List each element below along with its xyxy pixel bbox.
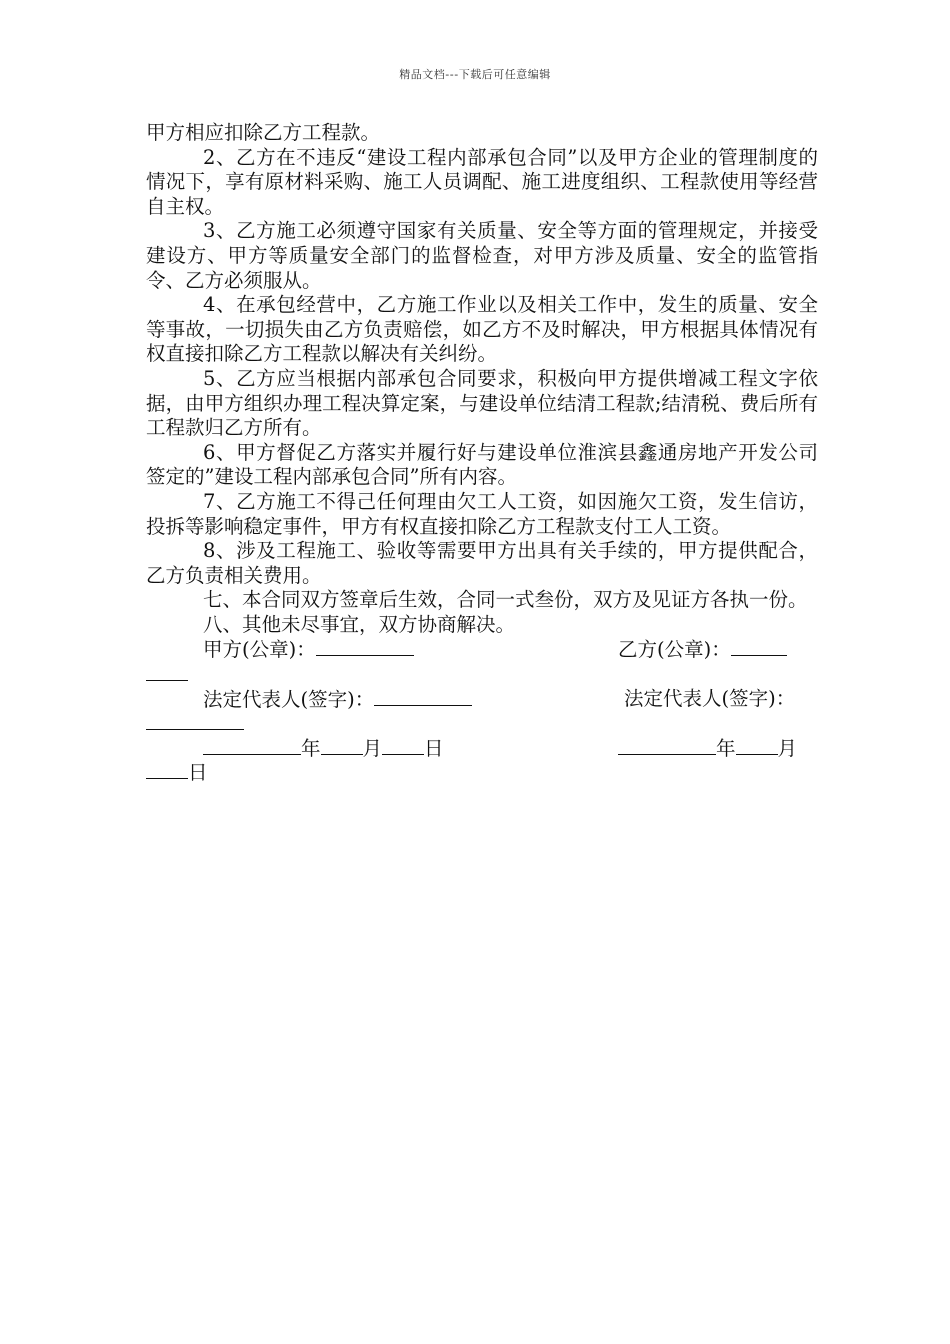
party-b-seal xyxy=(618,637,787,663)
date-line-wrap xyxy=(146,760,818,785)
date-a-year-blank xyxy=(203,736,301,755)
page-header: 精品文档---下载后可任意编辑 xyxy=(399,68,551,81)
date-line xyxy=(146,736,818,761)
party-b-seal-blank-cont xyxy=(146,662,188,681)
paragraph-clause-6: 6、甲方督促乙方落实并履行好与建设单位淮滨县鑫通房地产开发公司签定的”建设工程内部承包合同”所有内容。 xyxy=(146,440,818,489)
date-b-day-blank xyxy=(146,760,188,779)
contract-body xyxy=(146,121,818,785)
date-a-month-label: 月 xyxy=(362,736,383,760)
representative-line-wrap xyxy=(146,711,818,736)
paragraph-clause-4: 4、在承包经营中，乙方施工作业以及相关工作中，发生的质量、安全等事故，一切损失由乙方负责赔偿，如乙方不及时解决，甲方根据具体情况有权直接扣除乙方工程款以解决有关纠纷。 xyxy=(146,293,818,366)
party-b-seal-label: 乙方(公章)： xyxy=(618,638,731,662)
date-b-day-label: 日 xyxy=(188,761,208,785)
paragraph-clause-7: 7、乙方施工不得己任何理由欠工人工资，如因施欠工资，发生信访，投拆等影响稳定事件，甲方有权直接扣除乙方工程款支付工人工资。 xyxy=(146,489,818,538)
paragraph-section-8: 八、其他未尽事宜，双方协商解决。 xyxy=(203,612,516,636)
date-b-month-blank xyxy=(736,736,778,755)
date-b-month-label: 月 xyxy=(777,736,798,760)
rep-b xyxy=(624,687,795,712)
paragraph-clause-3: 3、乙方施工必须遵守国家有关质量、安全等方面的管理规定，并接受建设方、甲方等质量安全部门的监督检查，对甲方涉及质量、安全的监管指令、乙方必须服从。 xyxy=(146,219,818,292)
rep-a-blank xyxy=(374,687,472,706)
rep-b-blank xyxy=(146,711,244,730)
party-b-seal-blank xyxy=(731,637,787,656)
seal-line-wrap xyxy=(146,662,818,687)
party-a-seal-blank xyxy=(316,637,414,656)
paragraph-continuation: 甲方相应扣除乙方工程款。 xyxy=(146,121,381,144)
date-a-year-label: 年 xyxy=(301,736,321,760)
date-a-month-blank xyxy=(321,736,363,755)
date-a xyxy=(203,736,444,762)
paragraph-clause-2: 2、乙方在不违反“建设工程内部承包合同”以及甲方企业的管理制度的情况下，享有原材料采购、施工人员调配、施工进度组织、工程款使用等经营自主权。 xyxy=(146,145,818,218)
rep-a xyxy=(203,687,472,713)
date-b-year-blank xyxy=(618,736,716,755)
date-a-day-label: 日 xyxy=(424,736,444,760)
paragraph-section-7: 七、本合同双方签章后生效，合同一式叁份，双方及见证方各执一份。 xyxy=(203,588,808,612)
date-b-year-label: 年 xyxy=(716,736,736,760)
rep-a-label: 法定代表人(签字)： xyxy=(203,687,375,711)
date-a-day-blank xyxy=(382,736,424,755)
representative-line xyxy=(146,687,818,712)
paragraph-clause-8: 8、涉及工程施工、验收等需要甲方出具有关手续的，甲方提供配合，乙方负责相关费用。 xyxy=(146,539,818,587)
party-a-seal-label: 甲方(公章)： xyxy=(203,638,316,662)
paragraph-clause-5: 5、乙方应当根据内部承包合同要求，积极向甲方提供增减工程文字依据，由甲方组织办理工程决算定案，与建设单位结清工程款;结清税、费后所有工程款归乙方所有。 xyxy=(146,366,818,440)
rep-b-label: 法定代表人(签字)： xyxy=(624,686,796,710)
date-b xyxy=(618,736,797,762)
seal-line xyxy=(146,637,818,662)
party-a-seal xyxy=(203,637,414,663)
